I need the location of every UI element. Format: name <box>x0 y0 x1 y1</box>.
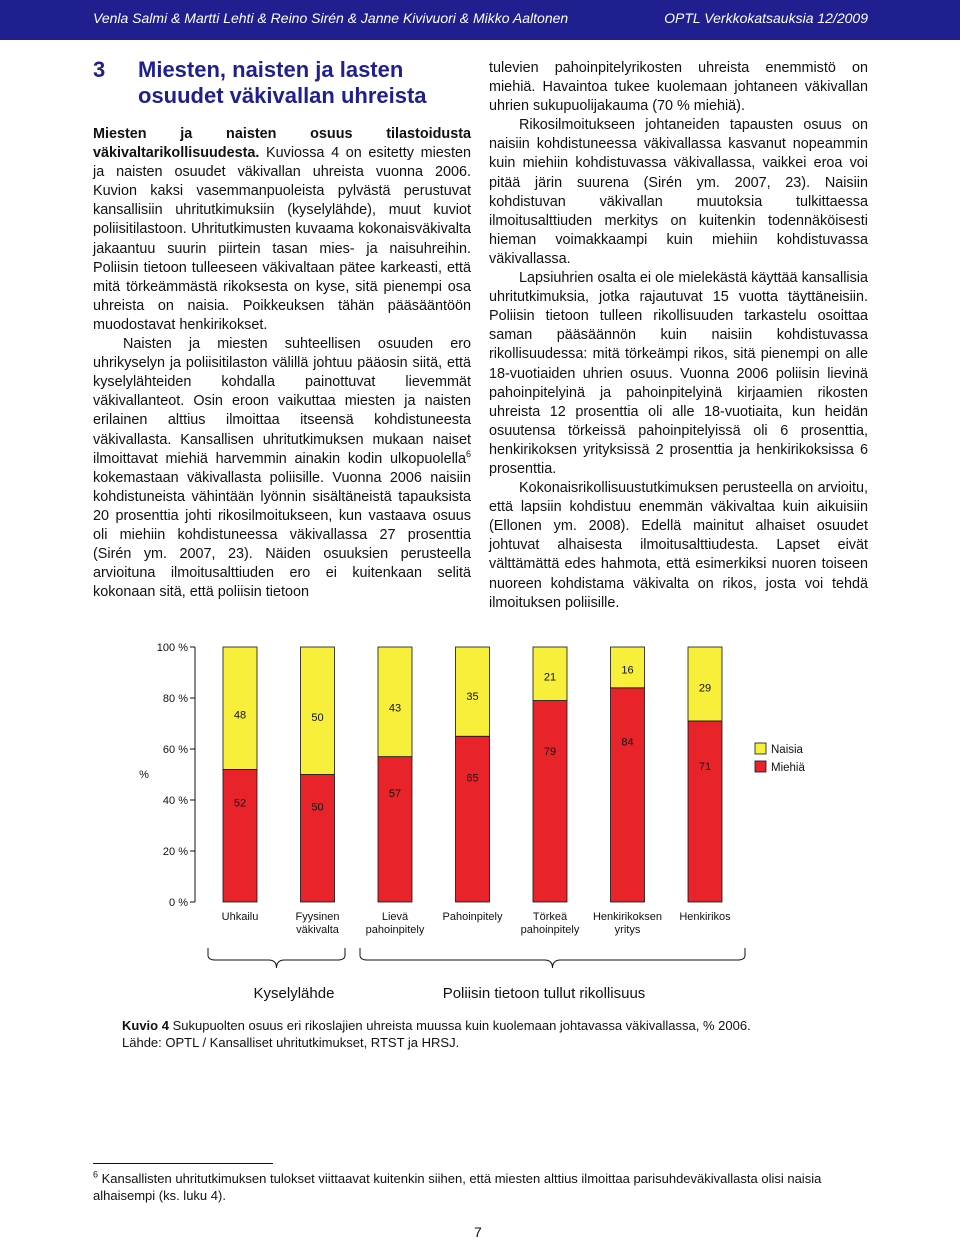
x-tick-label: Henkirikos <box>679 911 731 923</box>
stacked-bar-chart <box>0 630 960 1020</box>
x-tick-label: Pahoinpitely <box>442 911 503 923</box>
header-authors: Venla Salmi & Martti Lehti & Reino Sirén & Janne Kivivuori & Mikko Aaltonen <box>93 10 569 26</box>
bar-miehia <box>223 769 257 902</box>
paragraph: Kokonaisrikollisuustutkimuksen perusteella on arvioitu, että lapsiin kohdistuu enemmän väkivaltaa kuin aikuisiin (Ellonen ym. 2008). Edellä mainitut alhaiset osuudet johtuvat alhaisesta ilmoitusalttiudesta. Lapset eivät välttämättä edes hahmota, että esimerkiksi nuoren toiseen nuoreen kohdistama väkivalta on rikos, josta voi tehdä ilmoituksen poliisille. <box>489 480 868 611</box>
data-label-naisia: 16 <box>621 664 634 677</box>
caption-label: Kuvio 4 <box>122 1018 169 1033</box>
footnote-marker: 6 <box>93 1169 99 1180</box>
caption-source: Lähde: OPTL / Kansalliset uhritutkimukset, RTST ja HRSJ. <box>122 1035 460 1050</box>
data-label-naisia: 29 <box>698 682 712 695</box>
data-label-naisia: 21 <box>543 671 557 684</box>
x-tick-label: väkivalta <box>296 924 339 936</box>
bar-miehia <box>301 775 335 903</box>
x-tick-label: pahoinpitely <box>365 924 425 936</box>
paragraph-lede: Miesten ja naisten osuus tilastoidusta väkivaltarikollisuudesta. <box>93 126 471 162</box>
x-tick-label: Lievä <box>381 911 409 923</box>
paragraph-text: Naisten ja miesten suhteellisen osuuden ero uhrikyselyn ja poliisitilaston välillä johtuu pääosin siitä, että kyselylähteiden kohdalla painottuvat lievemmät väkivallanteot. Osin eroon vaikuttaa miesten ja naisten erilainen alttius ilmoittaa itseensä kohdistuneesta väkivallasta. Kansallisen uhritutkimuksen mukaan naiset ilmoittavat miehiä harvemmin ainakin kodin ulkopuolella <box>93 336 471 467</box>
figure-caption <box>122 1017 862 1051</box>
bar-naisia <box>223 647 257 769</box>
data-label-miehia: 71 <box>698 761 712 774</box>
section-number: 3 <box>93 57 106 82</box>
footnote-text: Kansallisten uhritutkimuksen tulokset viittaavat kuitenkin siihen, että miesten alttius ilmoittaa parisuhdeväkivallasta olisi naisia alhaisempi (ks. luku 4). <box>93 1171 822 1203</box>
paragraph-text: Kuviossa 4 on esitetty miesten ja naisten osuudet väkivallan uhreista vuonna 2006. Kuvion kaksi vasemmanpuoleista pylvästä perustuvat kansallisiin uhritutkimuksiin (kyselylähde), muut kuviot poliisitilastoon. Uhritutkimusten kuvaama kokonaisväkivalta jakaantuu suurin piirtein tasan mies- ja naisuhreihin. Poliisin tietoon tulleeseen väkivaltaan pätee karkeasti, että mitä törkeämmästä rikoksesta on kyse, sitä pienempi osa uhreista on naisia. Poikkeuksen tähän pääsääntöön muodostavat henkirikokset. <box>93 145 471 333</box>
data-label-miehia: 79 <box>543 745 557 758</box>
x-tick-label: Fyysinen <box>295 911 340 923</box>
legend-label: Miehiä <box>771 762 805 774</box>
section-title-text: Miesten, naisten ja lasten osuudet väkivallan uhreista <box>138 57 427 108</box>
bar-miehia <box>688 721 722 902</box>
data-label-naisia: 50 <box>311 712 324 725</box>
x-tick-label: Törkeä <box>532 911 568 923</box>
y-tick-label: 60 % <box>162 744 188 756</box>
paragraph: Lapsiuhrien osalta ei ole mielekästä käyttää kansallisia uhritutkimuksia, jotka rajautuvat 15 vuotta täyttäneisiin. Poliisin tietoon tulleen rikollisuuden tarkastelu osoittaa saman pääsäännön kuin naisiin kohdistuvassa rikollisuudessa: mitä törkeämpi rikos, sitä pienempi on alle 18-vuotiaiden uhrien osuus. Vuonna 2006 poliisin lievinä pahoinpitelyinä ja pahoinpitelyinä kirjaamien rikosten uhreista 12 prosenttia oli alle 18-vuotiaita, kun heidän osuutensa törkeissä pahoinpitelyissä oli 6 prosenttia, henkirikoksen yrityksissä 2 prosenttia ja henkirikoksissa 6 prosenttia. <box>489 270 868 477</box>
bar-naisia <box>301 647 335 775</box>
legend-swatch <box>755 743 766 754</box>
page-number: 7 <box>474 1224 482 1240</box>
left-column <box>93 125 471 602</box>
paragraph <box>93 125 471 335</box>
y-tick-label: 0 % <box>169 897 188 909</box>
footnote <box>93 1170 878 1204</box>
data-label-naisia: 35 <box>466 691 479 704</box>
x-tick-label: Henkirikoksen <box>592 911 663 923</box>
y-tick-label: 100 % <box>156 642 188 654</box>
legend-label: Naisia <box>771 744 803 756</box>
paragraph: tulevien pahoinpitelyrikosten uhreista enemmistö on miehiä. Havaintoa tukee kuolemaan johtaneen väkivallan uhrien sukupuolijakauma (70 % miehiä). <box>489 60 868 115</box>
y-tick-label: 80 % <box>162 693 188 705</box>
group-brace-kyselylahde <box>208 948 345 968</box>
right-column <box>489 59 868 613</box>
data-label-miehia: 65 <box>466 772 479 785</box>
y-axis-label: % <box>139 769 149 781</box>
y-tick-label: 20 % <box>162 846 188 858</box>
data-label-naisia: 48 <box>233 709 247 722</box>
x-tick-label: Uhkailu <box>221 911 259 923</box>
data-label-naisia: 43 <box>388 702 402 715</box>
paragraph-text: kokemastaan väkivallasta poliisille. Vuonna 2006 naisiin kohdistuneista vähintään lyönnin sisältäneistä tapauksista 20 prosenttia johti rikosilmoitukseen, kun vastaava osuus oli miehiin kohdistuneessa väkivallassa 27 prosenttia (Sirén ym. 2007, 23). Näiden osuuksien perusteella arvioituna ilmoitusalttiuden ero ei kuitenkaan selitä kokonaan sitä, että poliisin tietoon <box>93 469 471 601</box>
legend-swatch <box>755 761 766 772</box>
x-tick-label: pahoinpitely <box>520 924 580 936</box>
data-label-miehia: 57 <box>388 787 402 800</box>
data-label-miehia: 52 <box>233 797 247 810</box>
data-label-miehia: 50 <box>311 801 324 814</box>
group-brace-poliisi <box>360 948 745 968</box>
paragraph <box>93 335 471 602</box>
group-label: Poliisin tietoon tullut rikollisuus <box>442 985 646 1002</box>
footnote-rule <box>93 1163 273 1164</box>
bar-miehia <box>378 757 412 902</box>
y-tick-label: 40 % <box>162 795 188 807</box>
bar-miehia <box>533 701 567 902</box>
x-tick-label: yritys <box>614 924 641 936</box>
paragraph: Rikosilmoitukseen johtaneiden tapausten osuus on naisiin kohdistuneessa väkivallassa kasvanut nopeammin kuin miehiin kohdistuvassa väkivallassa, vaikkei eroa voi pitää järin suurena (Sirén ym. 2007, 23). Naisiin kohdistuvan väkivallan muutoksia tulkittaessa ilmoitusalttiuden merkitys on kuitenkin todennäköisesti hieman voimakkaampi kuin miehiin kohdistuvassa väkivallassa. <box>489 117 868 267</box>
bar-miehia <box>611 688 645 902</box>
bar-miehia <box>456 736 490 902</box>
caption-text: Sukupuolten osuus eri rikoslajien uhreista muussa kuin kuolemaan johtavassa väkivallassa, % 2006. <box>168 1018 751 1033</box>
running-header <box>0 0 960 40</box>
data-label-miehia: 84 <box>621 736 634 749</box>
footnote-ref: 6 <box>465 448 471 459</box>
header-series: OPTL Verkkokatsauksia 12/2009 <box>664 10 868 26</box>
group-label: Kyselylähde <box>253 985 335 1002</box>
